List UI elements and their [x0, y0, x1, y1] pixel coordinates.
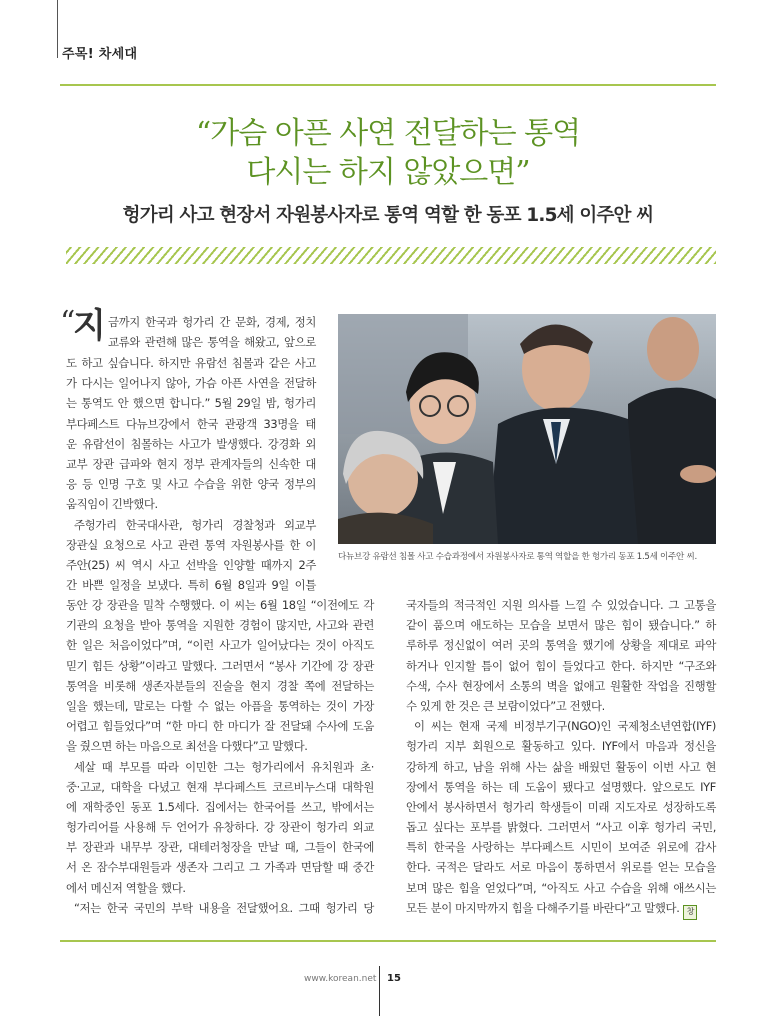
body-line: 한다. 국적은 달라도 서로 마음이 통하면서 위로를 얻는 모습을 — [406, 860, 716, 875]
photo-caption: 다뉴브강 유람선 침몰 사고 수습과정에서 자원봉사자로 통역 역할을 한 헝가리 동포 1.5세 이주안 씨. — [338, 552, 697, 562]
body-column-left-top — [66, 353, 316, 595]
body-line: 서 온 잠수부대원들과 생존자 그리고 그 가족과 면담할 때 중간 — [66, 860, 374, 875]
body-line: 간 바쁜 일정을 보냈다. 특히 6월 8일과 9일 이틀 — [66, 578, 316, 593]
body-line: 헝가리어를 사용해 두 언어가 유창하다. 강 장관이 헝가리 외교 — [66, 820, 374, 835]
body-line: 응 등 인명 구호 및 사고 수습을 위한 양국 정부의 — [66, 477, 316, 492]
photo-illustration — [338, 314, 716, 544]
body-line: 장관실 요청으로 사고 관련 통역 자원봉사를 한 이 — [66, 537, 316, 552]
body-line: 세살 때 부모를 따라 이민한 그는 헝가리에서 유치원과 초· — [74, 759, 374, 774]
drop-cap: 지 — [73, 307, 106, 345]
body-line: 도 하고 싶습니다. 하지만 유람선 침몰과 같은 사고 — [66, 356, 316, 370]
intro-first-lines — [108, 312, 316, 352]
body-line: 통역을 비롯해 생존자분들의 진술을 현지 경찰 쪽에 전달하는 — [66, 678, 374, 693]
body-line: 일을 했는데, 말로는 다할 수 없는 아픔을 통역하는 것이 가장 — [66, 698, 374, 713]
body-line: 한 일은 처음이었다”며, “이런 사고가 일어났다는 것이 아직도 — [66, 638, 374, 653]
body-line-last — [406, 898, 716, 918]
hatched-divider — [66, 247, 716, 264]
body-line: 어렵고 힘들었다”며 “한 마디 한 마디가 잘 전달돼 수사에 도움 — [66, 719, 374, 734]
section-label: 주목! 차세대 — [62, 47, 138, 62]
page-number: 15 — [387, 973, 401, 984]
body-line: 주안(25) 씨 역시 사고 선박을 인양할 때까지 2주 — [66, 557, 316, 572]
body-line: 보며 많은 힘을 얻었다”며, “아직도 사고 수습을 위해 애쓰시는 — [406, 880, 716, 895]
subtitle: 헝가리 사고 현장서 자원봉사자로 통역 역할 한 동포 1.5세 이주안 씨 — [122, 205, 654, 226]
body-column-right — [406, 595, 716, 918]
body-column-left-bottom — [66, 595, 374, 918]
body-line: 수색, 수사 현장에서 소통의 벽을 없애고 원활한 작업을 진행할 — [406, 678, 716, 693]
body-line: 강하게 하고, 남을 위해 사는 삶을 배웠던 활동이 이번 사고 현 — [406, 759, 716, 774]
intro-line: 교류와 관련해 많은 통역을 해왔고, 앞으로 — [108, 335, 316, 350]
body-line: 헝가리 지부 회원으로 활동하고 있다. IYF에서 마음과 정신을 — [406, 739, 716, 754]
body-line: 움직임이 긴박했다. — [66, 497, 158, 512]
body-line: 주헝가리 한국대사관, 헝가리 경찰청과 외교부 — [74, 517, 316, 532]
body-line: 교부 장관 급파와 현지 정부 관계자들의 신속한 대 — [66, 456, 316, 471]
body-line: 수 있게 한 것은 큰 보람이었다”고 전했다. — [406, 698, 605, 713]
footer-separator — [379, 966, 380, 1016]
body-line: 중·고교, 대학을 다녔고 현재 부다페스트 코르비누스대 대학원 — [66, 779, 374, 794]
intro-line: 금까지 한국과 헝가리 간 문화, 경제, 정치 — [108, 315, 316, 329]
body-line: 가 다시는 일어나지 않아, 가슴 아픈 사연을 전달하 — [66, 376, 316, 391]
footer-url: www.korean.net — [304, 974, 377, 984]
body-line: 돕고 싶다는 포부를 밝혔다. 그러면서 “사고 이후 헝가리 국민, — [406, 820, 716, 835]
footer-divider — [60, 940, 716, 942]
body-line-text: 모든 분이 마지막까지 힘을 다해주기를 바란다”고 말했다. — [406, 900, 680, 915]
body-line: 부 장관과 내무부 장관, 대테러청장을 만날 때, 그들이 한국에 — [66, 840, 374, 855]
body-line: 안에서 봉사하면서 헝가리 학생들이 미래 지도자로 성장하도록 — [406, 799, 716, 814]
body-line: 부다페스트 다뉴브강에서 한국 관광객 33명을 태 — [66, 416, 316, 431]
end-mark-icon: 창 — [683, 905, 697, 920]
opening-quote-mark: “ — [60, 305, 76, 340]
body-line: 을 줬으면 하는 마음으로 최선을 다했다”고 말했다. — [66, 739, 308, 754]
body-line: 에 재학중인 동포 1.5세다. 집에서는 한국어를 쓰고, 밖에서는 — [66, 799, 374, 814]
header-divider — [60, 84, 716, 86]
headline-line-1: “가슴 아픈 사연 전달하는 통역 — [195, 116, 581, 151]
header-vertical-rule — [57, 0, 58, 58]
body-line: 특히 한국을 사랑하는 부다페스트 시민이 보여준 위로에 감사 — [406, 840, 716, 855]
body-line: 하거나 인지할 틈이 없어 힘이 들었다고 한다. 하지만 “구조와 — [406, 658, 716, 673]
body-line: 는 통역도 안 했으면 합니다.” 5월 29일 밤, 헝가리 — [66, 396, 316, 411]
body-line: 루하루 정신없이 여러 곳의 통역을 했기에 상황을 제대로 파악 — [406, 638, 716, 653]
body-line: 운 유람선이 침몰하는 사고가 발생했다. 강경화 외 — [66, 436, 316, 451]
body-line: 이 씨는 현재 국제 비정부기구(NGO)인 국제청소년연합(IYF) — [414, 719, 716, 734]
body-line: 장에서 통역을 하는 데 도움이 됐다고 설명했다. 앞으로도 IYF — [406, 779, 716, 794]
article-photo — [338, 314, 716, 544]
body-line: 기관의 요청을 받아 통역을 지원한 경험이 많지만, 사고와 관련 — [66, 618, 374, 633]
body-line: 에서 메신저 역할을 했다. — [66, 880, 186, 895]
body-line: 같이 품으며 애도하는 모습을 보면서 많은 힘이 됐습니다.” 하 — [406, 618, 716, 633]
body-line: “저는 한국 국민의 부탁 내용을 전달했어요. 그때 헝가리 당 — [74, 900, 374, 915]
headline-line-2: 다시는 하지 않았으면” — [246, 155, 530, 190]
body-line: 국자들의 적극적인 지원 의사를 느낄 수 있었습니다. 그 고통을 — [406, 598, 716, 612]
body-line: 동안 강 장관을 밀착 수행했다. 이 씨는 6월 18일 “이전에도 각 — [66, 598, 374, 612]
body-line: 믿기 힘든 상황”이라고 말했다. 그러면서 “봉사 기간에 강 장관 — [66, 658, 374, 673]
